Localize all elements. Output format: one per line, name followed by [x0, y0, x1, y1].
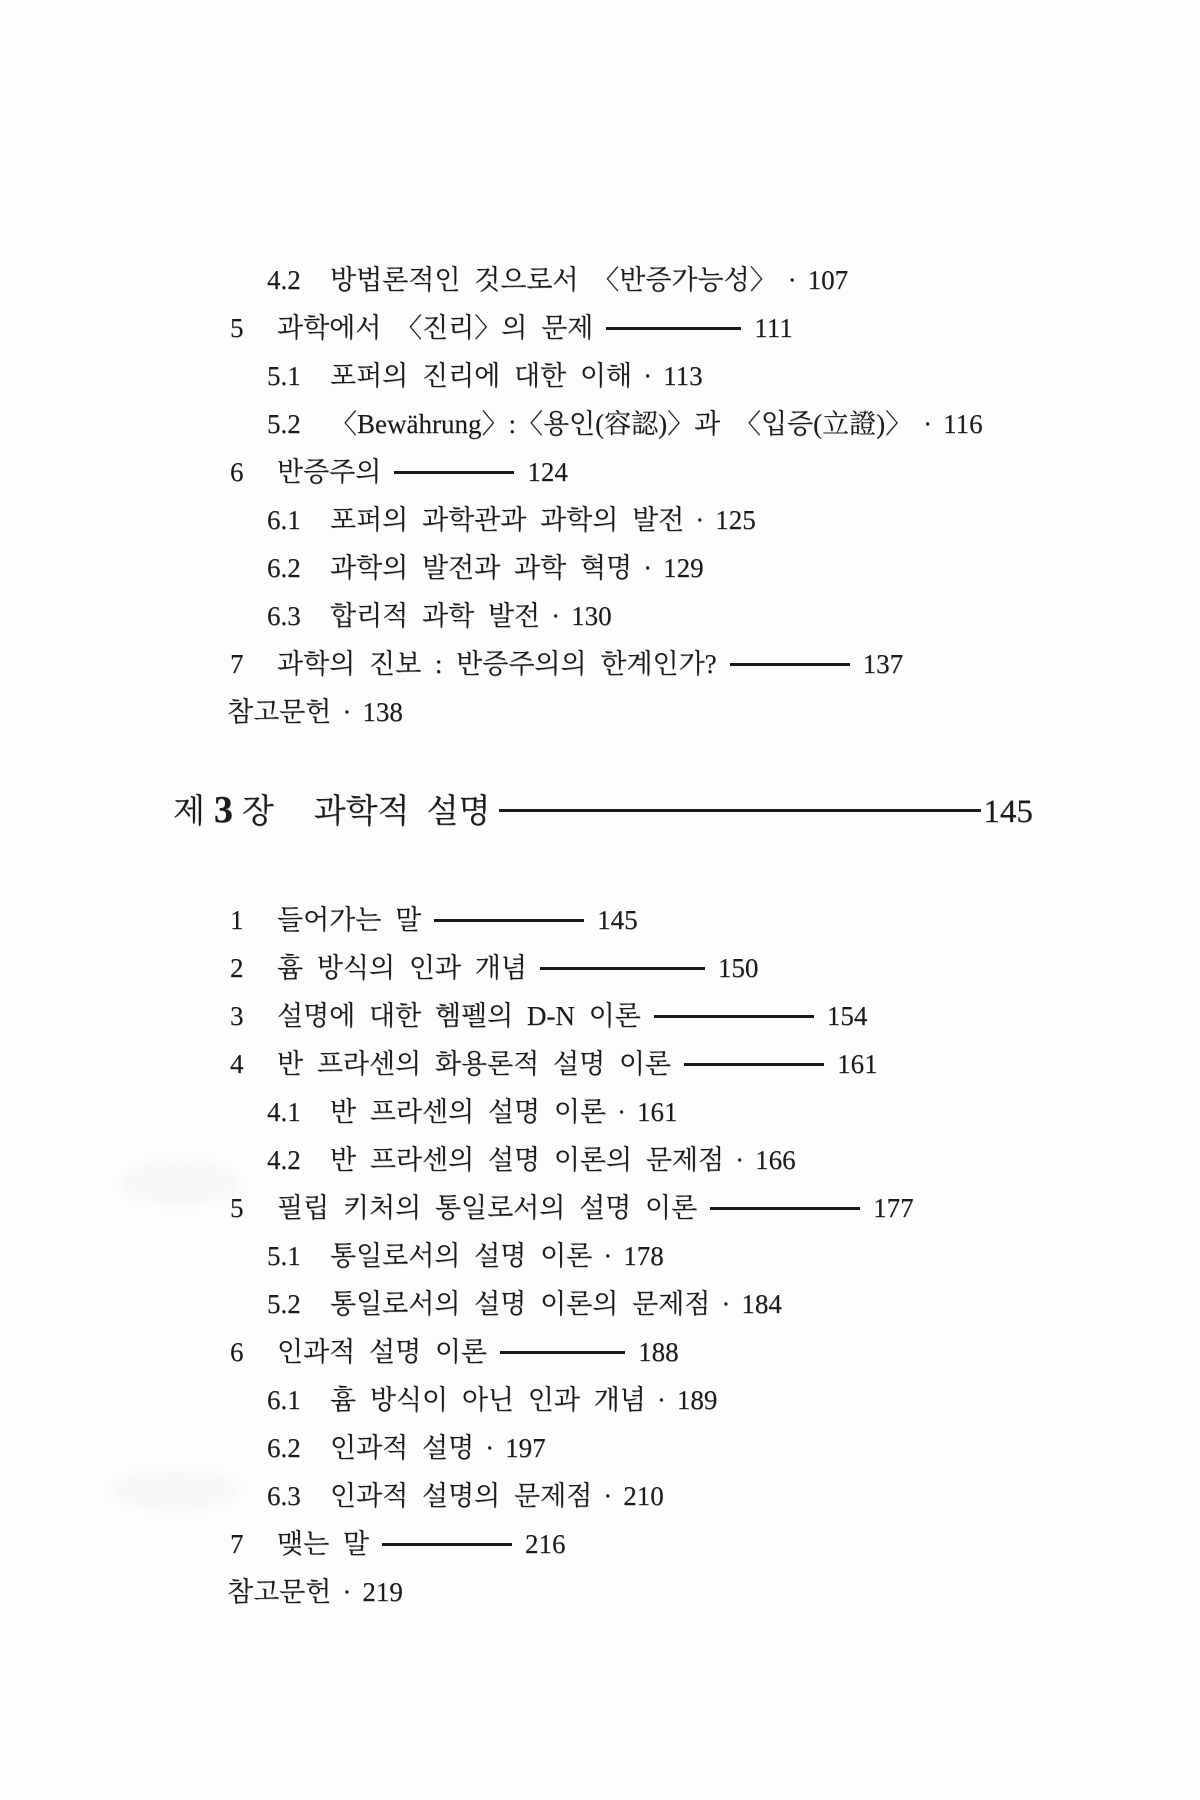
toc-entry	[0, 304, 1200, 352]
entry-label: 반 프라센의 화용론적 설명 이론	[277, 1049, 672, 1079]
toc-block-chapter3	[0, 896, 1200, 1616]
entry-page: 177	[873, 1193, 914, 1223]
entry-number: 5.2	[267, 409, 301, 439]
chapter-prefix: 제	[173, 794, 205, 830]
entry-page: 107	[807, 265, 849, 295]
entry-label: 통일로서의 설명 이론의 문제점	[330, 1289, 711, 1319]
entry-page: 111	[754, 313, 793, 343]
dash-leader	[500, 1351, 625, 1354]
toc-entry	[0, 1184, 1200, 1232]
chapter-heading	[0, 782, 1200, 838]
chapter-suffix: 장	[241, 794, 274, 830]
entry-page: 150	[717, 953, 759, 983]
dash-leader	[710, 1207, 860, 1210]
toc-entry	[0, 592, 1200, 640]
entry-number: 6.2	[267, 553, 301, 583]
dot-separator: ·	[603, 1241, 613, 1271]
dot-separator: ·	[342, 1577, 352, 1607]
entry-page: 137	[862, 649, 904, 679]
toc-entry	[0, 1232, 1200, 1280]
dash-leader	[684, 1063, 824, 1066]
entry-number: 4.1	[267, 1097, 301, 1127]
entry-number: 6	[230, 457, 244, 487]
dot-separator: ·	[342, 697, 352, 727]
entry-page: 154	[826, 1001, 868, 1031]
toc-entry	[0, 1424, 1200, 1472]
dot-separator: ·	[787, 265, 797, 295]
toc-entry	[0, 544, 1200, 592]
dash-leader	[730, 663, 850, 666]
dot-separator: ·	[735, 1145, 745, 1175]
dot-separator: ·	[485, 1433, 495, 1463]
dot-separator: ·	[695, 505, 705, 535]
entry-page: 161	[637, 1097, 678, 1127]
entry-number: 6.3	[267, 1481, 301, 1511]
entry-number: 6.1	[267, 1385, 301, 1415]
entry-label: 인과적 설명	[330, 1433, 475, 1463]
entry-page: 178	[623, 1241, 664, 1271]
entry-label: 통일로서의 설명 이론	[330, 1241, 593, 1271]
entry-number: 6.1	[267, 505, 301, 535]
entry-number: 5	[230, 1193, 244, 1223]
entry-label: 반 프라센의 설명 이론	[330, 1097, 606, 1127]
dot-separator: ·	[643, 361, 653, 391]
toc-entry	[0, 896, 1200, 944]
entry-page: 116	[943, 409, 983, 439]
entry-page: 197	[505, 1433, 546, 1463]
entry-number: 4	[230, 1049, 244, 1079]
dash-leader	[654, 1015, 814, 1018]
toc-entry	[0, 1040, 1200, 1088]
entry-page: 166	[755, 1145, 796, 1175]
entry-label: 설명에 대한 헴펠의 D-N 이론	[277, 1001, 641, 1031]
dash-leader	[434, 919, 584, 922]
entry-page: 184	[741, 1289, 782, 1319]
toc-entry	[0, 1520, 1200, 1568]
entry-number: 5.1	[267, 1241, 301, 1271]
entry-label: 포퍼의 진리에 대한 이해	[330, 361, 633, 391]
dash-leader	[382, 1543, 512, 1546]
entry-number: 4.2	[267, 1145, 301, 1175]
toc-entry	[0, 400, 1200, 448]
entry-label: 참고문헌	[227, 1577, 332, 1607]
entry-label: 과학의 발전과 과학 혁명	[330, 553, 633, 583]
toc-entry	[0, 640, 1200, 688]
entry-number: 7	[230, 1529, 244, 1559]
toc-entry	[0, 1568, 1200, 1616]
entry-label: 참고문헌	[227, 697, 332, 727]
chapter-page: 145	[983, 794, 1033, 830]
entry-label: 필립 키처의 통일로서의 설명 이론	[277, 1193, 698, 1223]
dot-separator: ·	[643, 553, 653, 583]
entry-page: 189	[676, 1385, 718, 1415]
toc-entry	[0, 1088, 1200, 1136]
entry-label: 포퍼의 과학관과 과학의 발전	[330, 505, 685, 535]
entry-page: 125	[715, 505, 756, 535]
entry-label: 맺는 말	[277, 1529, 369, 1559]
entry-number: 5.1	[267, 361, 301, 391]
entry-page: 113	[663, 361, 703, 391]
toc-entry	[0, 352, 1200, 400]
toc-entry	[0, 1136, 1200, 1184]
entry-page: 188	[638, 1337, 679, 1367]
entry-label: 반증주의	[277, 457, 382, 487]
entry-label: 과학의 진보 : 반증주의의 한계인가?	[277, 649, 717, 679]
toc-entry	[0, 1280, 1200, 1328]
entry-number: 1	[230, 905, 244, 935]
entry-label: 흄 방식이 아닌 인과 개념	[330, 1385, 646, 1415]
entry-number: 6	[230, 1337, 244, 1367]
entry-label: 〈Bewährung〉:〈용인(容認)〉과 〈입증(立證)〉	[330, 409, 913, 439]
entry-page: 219	[362, 1577, 403, 1607]
entry-number: 5	[230, 313, 244, 343]
entry-page: 124	[527, 457, 568, 487]
toc-entry	[0, 1328, 1200, 1376]
entry-label: 들어가는 말	[277, 905, 422, 935]
chapter-title: 과학적 설명	[313, 794, 491, 830]
entry-page: 130	[571, 601, 612, 631]
dash-leader	[540, 967, 705, 970]
dot-separator: ·	[603, 1481, 613, 1511]
entry-label: 인과적 설명 이론	[277, 1337, 488, 1367]
entry-label: 과학에서 〈진리〉의 문제	[277, 313, 594, 343]
entry-number: 4.2	[267, 265, 301, 295]
toc-entry	[0, 496, 1200, 544]
dot-separator: ·	[721, 1289, 731, 1319]
dot-separator: ·	[617, 1097, 626, 1127]
dash-leader	[606, 327, 741, 330]
entry-number: 2	[230, 953, 244, 983]
toc-entry	[0, 992, 1200, 1040]
entry-label: 합리적 과학 발전	[330, 601, 541, 631]
dot-separator: ·	[551, 601, 561, 631]
dash-leader	[499, 809, 981, 812]
toc-entry	[0, 448, 1200, 496]
dot-separator: ·	[656, 1385, 666, 1415]
toc-entry	[0, 256, 1200, 304]
entry-page: 216	[525, 1529, 566, 1559]
entry-number: 5.2	[267, 1289, 301, 1319]
toc-entry	[0, 1472, 1200, 1520]
entry-page: 138	[362, 697, 403, 727]
entry-label: 반 프라센의 설명 이론의 문제점	[330, 1145, 725, 1175]
entry-page: 129	[663, 553, 704, 583]
entry-label: 인과적 설명의 문제점	[330, 1481, 593, 1511]
toc-entry	[0, 1376, 1200, 1424]
entry-label: 방법론적인 것으로서 〈반증가능성〉	[330, 265, 777, 295]
chapter-number: 3	[213, 789, 233, 831]
toc-entry	[0, 688, 1200, 736]
entry-number: 3	[230, 1001, 244, 1031]
entry-page: 161	[837, 1049, 878, 1079]
toc-entry	[0, 944, 1200, 992]
entry-number: 6.3	[267, 601, 301, 631]
entry-page: 210	[623, 1481, 664, 1511]
entry-number: 6.2	[267, 1433, 301, 1463]
entry-page: 145	[597, 905, 638, 935]
dot-separator: ·	[923, 409, 933, 439]
entry-label: 흄 방식의 인과 개념	[277, 953, 527, 983]
dash-leader	[394, 471, 514, 474]
entry-number: 7	[230, 649, 244, 679]
toc-block-chapter2	[0, 256, 1200, 736]
